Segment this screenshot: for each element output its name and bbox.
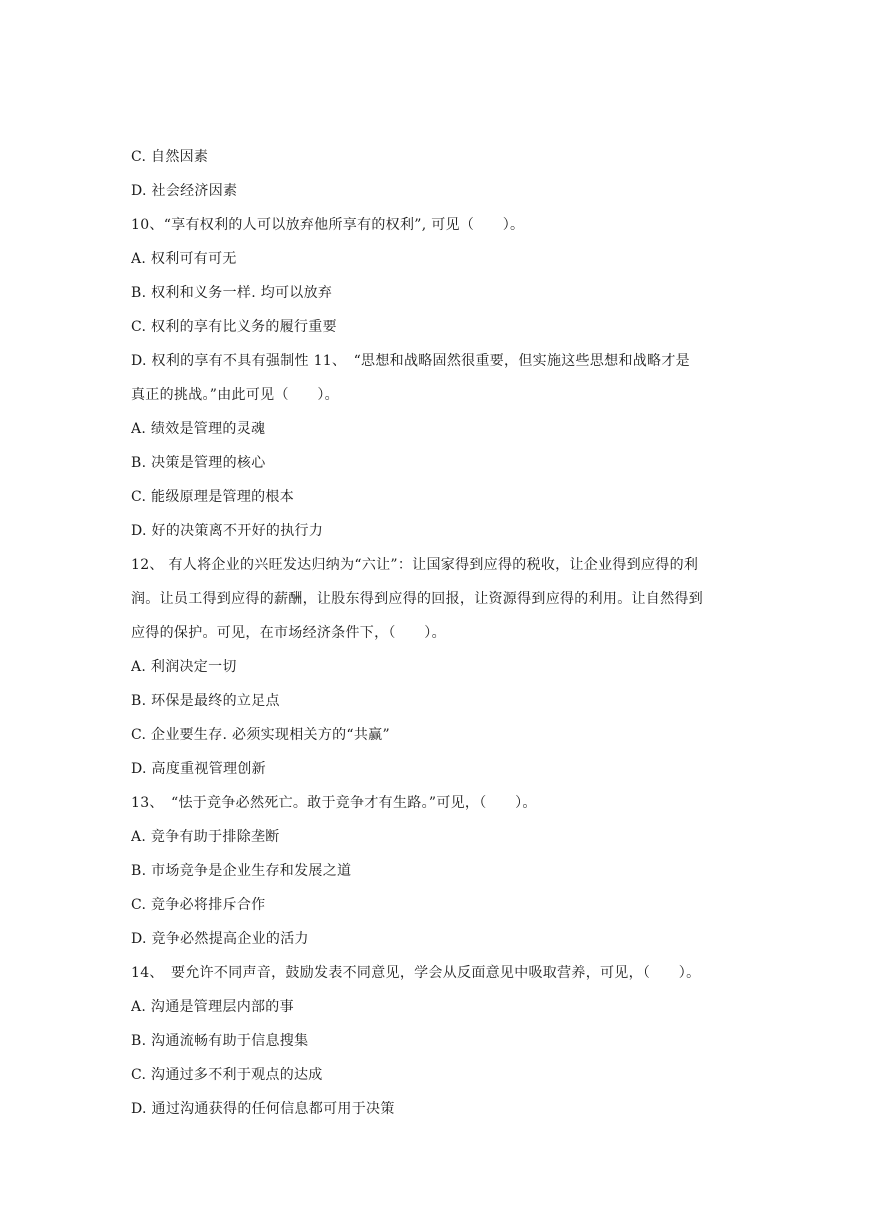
option-c-q10: C. 权利的享有比义务的履行重要 <box>131 319 337 335</box>
question-13: 13、 “怯于竞争必然死亡。敢于竞争才有生路。”可见，（ ）。 <box>131 795 537 811</box>
option-c-q12: C. 企业要生存. 必须实现相关方的“共赢” <box>131 727 390 743</box>
option-b-q12: B. 环保是最终的立足点 <box>131 693 280 709</box>
option-c-q11: C. 能级原理是管理的根本 <box>131 489 295 505</box>
option-c-q9: C. 自然因素 <box>131 149 209 165</box>
option-d-q11: D. 好的决策离不开好的执行力 <box>131 523 324 539</box>
option-d-q13: D. 竞争必然提高企业的活力 <box>131 931 309 947</box>
option-d-q10-and-question-11: D. 权利的享有不具有强制性 11、 “思想和战略固然很重要，但实施这些思想和战略才是 <box>131 353 690 369</box>
option-a-q14: A. 沟通是管理层内部的事 <box>131 999 294 1015</box>
option-b-q13: B. 市场竞争是企业生存和发展之道 <box>131 863 352 879</box>
option-d-q9: D. 社会经济因素 <box>131 183 238 199</box>
question-11-continued: 真正的挑战。”由此可见（ ）。 <box>131 387 339 403</box>
option-c-q13: C. 竞争必将排斥合作 <box>131 897 266 913</box>
question-12-continued-2: 应得的保护。可见，在市场经济条件下，（ ）。 <box>131 625 446 641</box>
option-d-q14: D. 通过沟通获得的任何信息都可用于决策 <box>131 1101 395 1117</box>
option-a-q13: A. 竞争有助于排除垄断 <box>131 829 280 845</box>
option-a-q12: A. 利润决定一切 <box>131 659 237 675</box>
option-b-q14: B. 沟通流畅有助于信息搜集 <box>131 1033 309 1049</box>
option-d-q12: D. 高度重视管理创新 <box>131 761 266 777</box>
document-body <box>131 144 741 1130</box>
question-10: 10、“享有权利的人可以放弃他所享有的权利”, 可见（ ）。 <box>131 217 525 233</box>
option-b-q10: B. 权利和义务一样. 均可以放弃 <box>131 285 333 301</box>
option-c-q14: C. 沟通过多不利于观点的达成 <box>131 1067 323 1083</box>
option-b-q11: B. 决策是管理的核心 <box>131 455 266 471</box>
question-12: 12、 有人将企业的兴旺发达归纳为“六让”：让国家得到应得的税收，让企业得到应得的利 <box>131 557 699 573</box>
question-14: 14、 要允许不同声音，鼓励发表不同意见，学会从反面意见中吸取营养，可见，（ ）。 <box>131 965 701 981</box>
question-12-continued-1: 润。让员工得到应得的薪酬，让股东得到应得的回报，让资源得到应得的利用。让自然得到 <box>131 591 703 607</box>
option-a-q10: A. 权利可有可无 <box>131 251 237 267</box>
option-a-q11: A. 绩效是管理的灵魂 <box>131 421 266 437</box>
